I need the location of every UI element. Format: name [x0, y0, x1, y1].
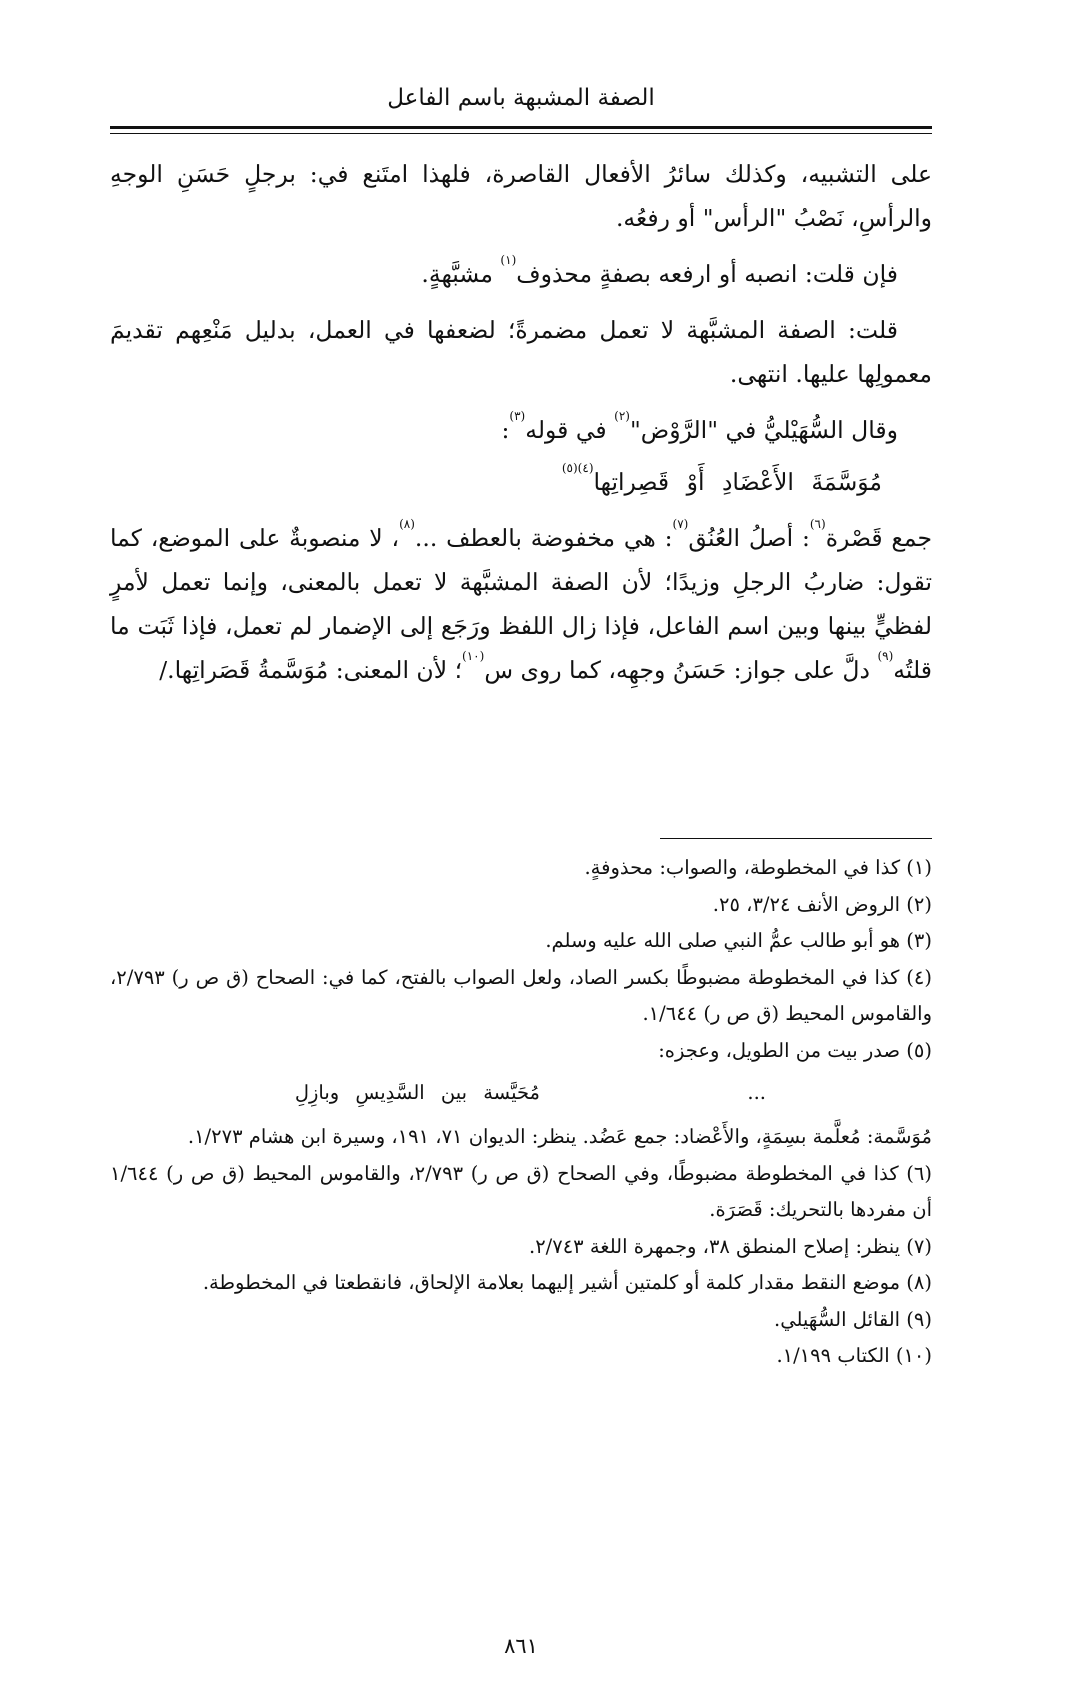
verse-text: مُوَسَّمَةَ الأَعْضَادِ أَوْ قَصِراتِها [593, 468, 882, 496]
footnote-10: (١٠) الكتاب ١/١٩٩. [776, 1344, 932, 1367]
footnote-5-verse-text: مُحَيَّسة بين السَّدِيسِ وبازِلِ [294, 1081, 540, 1104]
footnote-6: (٦) كذا في المخطوطة مضبوطًا، وفي الصحاح (ق ص ر) ٢/٧٩٣، والقاموس المحيط (ق ص ر) ١/٦٤٤ أن مفردها بالتحريك: قَصَرَة. [110, 1161, 932, 1221]
footnote-5-verse-ellipsis: ... [747, 1081, 766, 1104]
paragraph-4-text-a: وقال السُّهَيْليُّ في "الرَّوْض" [629, 416, 898, 444]
paragraph-2-text: فإن قلت: انصبه أو ارفعه بصفةٍ محذوف [516, 260, 898, 288]
header-rule-thick [110, 126, 932, 129]
footnote-separator [660, 838, 932, 839]
footnote-9: (٩) القائل السُّهَيلي. [774, 1307, 932, 1331]
paragraph-5-text-f: ؛ لأن المعنى: مُوَسَّمةُ قَصَراتِها./ [159, 656, 463, 684]
header-rule-thin [110, 133, 932, 134]
running-head: الصفة المشبهة باسم الفاعل [387, 85, 655, 111]
paragraph-2 [110, 252, 932, 296]
paragraph-5-text-b: : أصلُ العُنُق [688, 524, 810, 552]
footnote-ref-9: (٩) [877, 649, 894, 663]
paragraph-5-text-a: جمع قَصْرة [825, 524, 932, 552]
footnote-5-verse [110, 1075, 932, 1111]
footnote-ref-1: (١) [500, 253, 517, 267]
verse-line [110, 460, 932, 504]
footnote-1: (١) كذا في المخطوطة، والصواب: محذوفةٍ. [584, 856, 932, 879]
paragraph-1: على التشبيه، وكذلك سائرُ الأفعال القاصرة، فلهذا امتَنع في: برجلٍ حَسَنِ الوجهِ والرأسِ، نَصْبُ "الرأس" أو رفعُه. [110, 160, 932, 232]
footnote-ref-10: (١٠) [462, 649, 485, 663]
paragraph-5-text-e: دلَّ على جواز: حَسَنُ وجهِه، كما روى س [484, 656, 878, 684]
footnote-4: (٤) كذا في المخطوطة مضبوطًا بكسر الصاد، ولعل الصواب بالفتح، كما في: الصحاح (ق ص ر) ٢/٧٩٣، والقاموس المحيط (ق ص ر) ١/٦٤٤. [110, 965, 932, 1025]
footnote-ref-3: (٣) [509, 409, 526, 423]
footnote-7: (٧) ينظر: إصلاح المنطق ٣٨، وجمهرة اللغة ٢/٧٤٣. [528, 1234, 932, 1258]
paragraph-5-text-d: ، لا منصوبةٌ على الموضع، كما تقول: ضاربُ الرجلِ وزيدًا؛ لأن الصفة المشبَّهة لا تعمل بالمعنى، وإنما تعمل لأمرٍ لفظيٍّ بينها وبين اسم الفاعل، فإذا زال اللفظ ورَجَع إلى الإضمار لم تعمل، فإذا ثَبَت ما قلتُه [110, 524, 932, 684]
page-number: ٨٦١ [504, 1634, 538, 1658]
book-page [110, 0, 932, 1698]
footnote-ref-4-5: (٤)(٥) [561, 461, 594, 475]
paragraph-4 [110, 408, 932, 452]
footnote-5-gloss: مُوَسَّمة: مُعلَّمة بسِمَةٍ، والأَعْضاد: جمع عَضُد. ينظر: الديوان ٧١، ١٩١، وسيرة ابن هشام ١/٢٧٣. [187, 1125, 932, 1148]
paragraph-5 [110, 516, 932, 692]
main-text [110, 152, 932, 692]
footnote-5: (٥) صدر بيت من الطويل، وعجزه: [658, 1038, 932, 1062]
paragraph-5-text-c: : هي مخفوضة بالعطف ... [414, 524, 673, 552]
footnote-3: (٣) هو أبو طالب عمُّ النبي صلى الله عليه وسلم. [545, 929, 932, 952]
footnote-ref-6: (٦) [809, 517, 826, 531]
paragraph-4-text-b: في قوله [525, 416, 615, 444]
footnote-2: (٢) الروض الأنف ٣/٢٤، ٢٥. [712, 892, 932, 916]
footnote-8: (٨) موضع النقط مقدار كلمة أو كلمتين أشير إليهما بعلامة الإلحاق، فانقطعتا في المخطوطة. [202, 1271, 932, 1294]
footnote-ref-7: (٧) [672, 517, 689, 531]
footnote-ref-2: (٢) [614, 409, 630, 423]
footnotes [110, 850, 932, 1375]
paragraph-2-tail: مشبَّهةٍ. [421, 260, 501, 288]
footnote-ref-8: (٨) [399, 517, 415, 531]
paragraph-4-text-c: : [501, 416, 510, 444]
paragraph-3: قلت: الصفة المشبَّهة لا تعمل مضمرةً؛ لضعفها في العمل، بدليل مَنْعِهم تقديمَ معمولِها عليها. انتهى. [110, 316, 932, 388]
